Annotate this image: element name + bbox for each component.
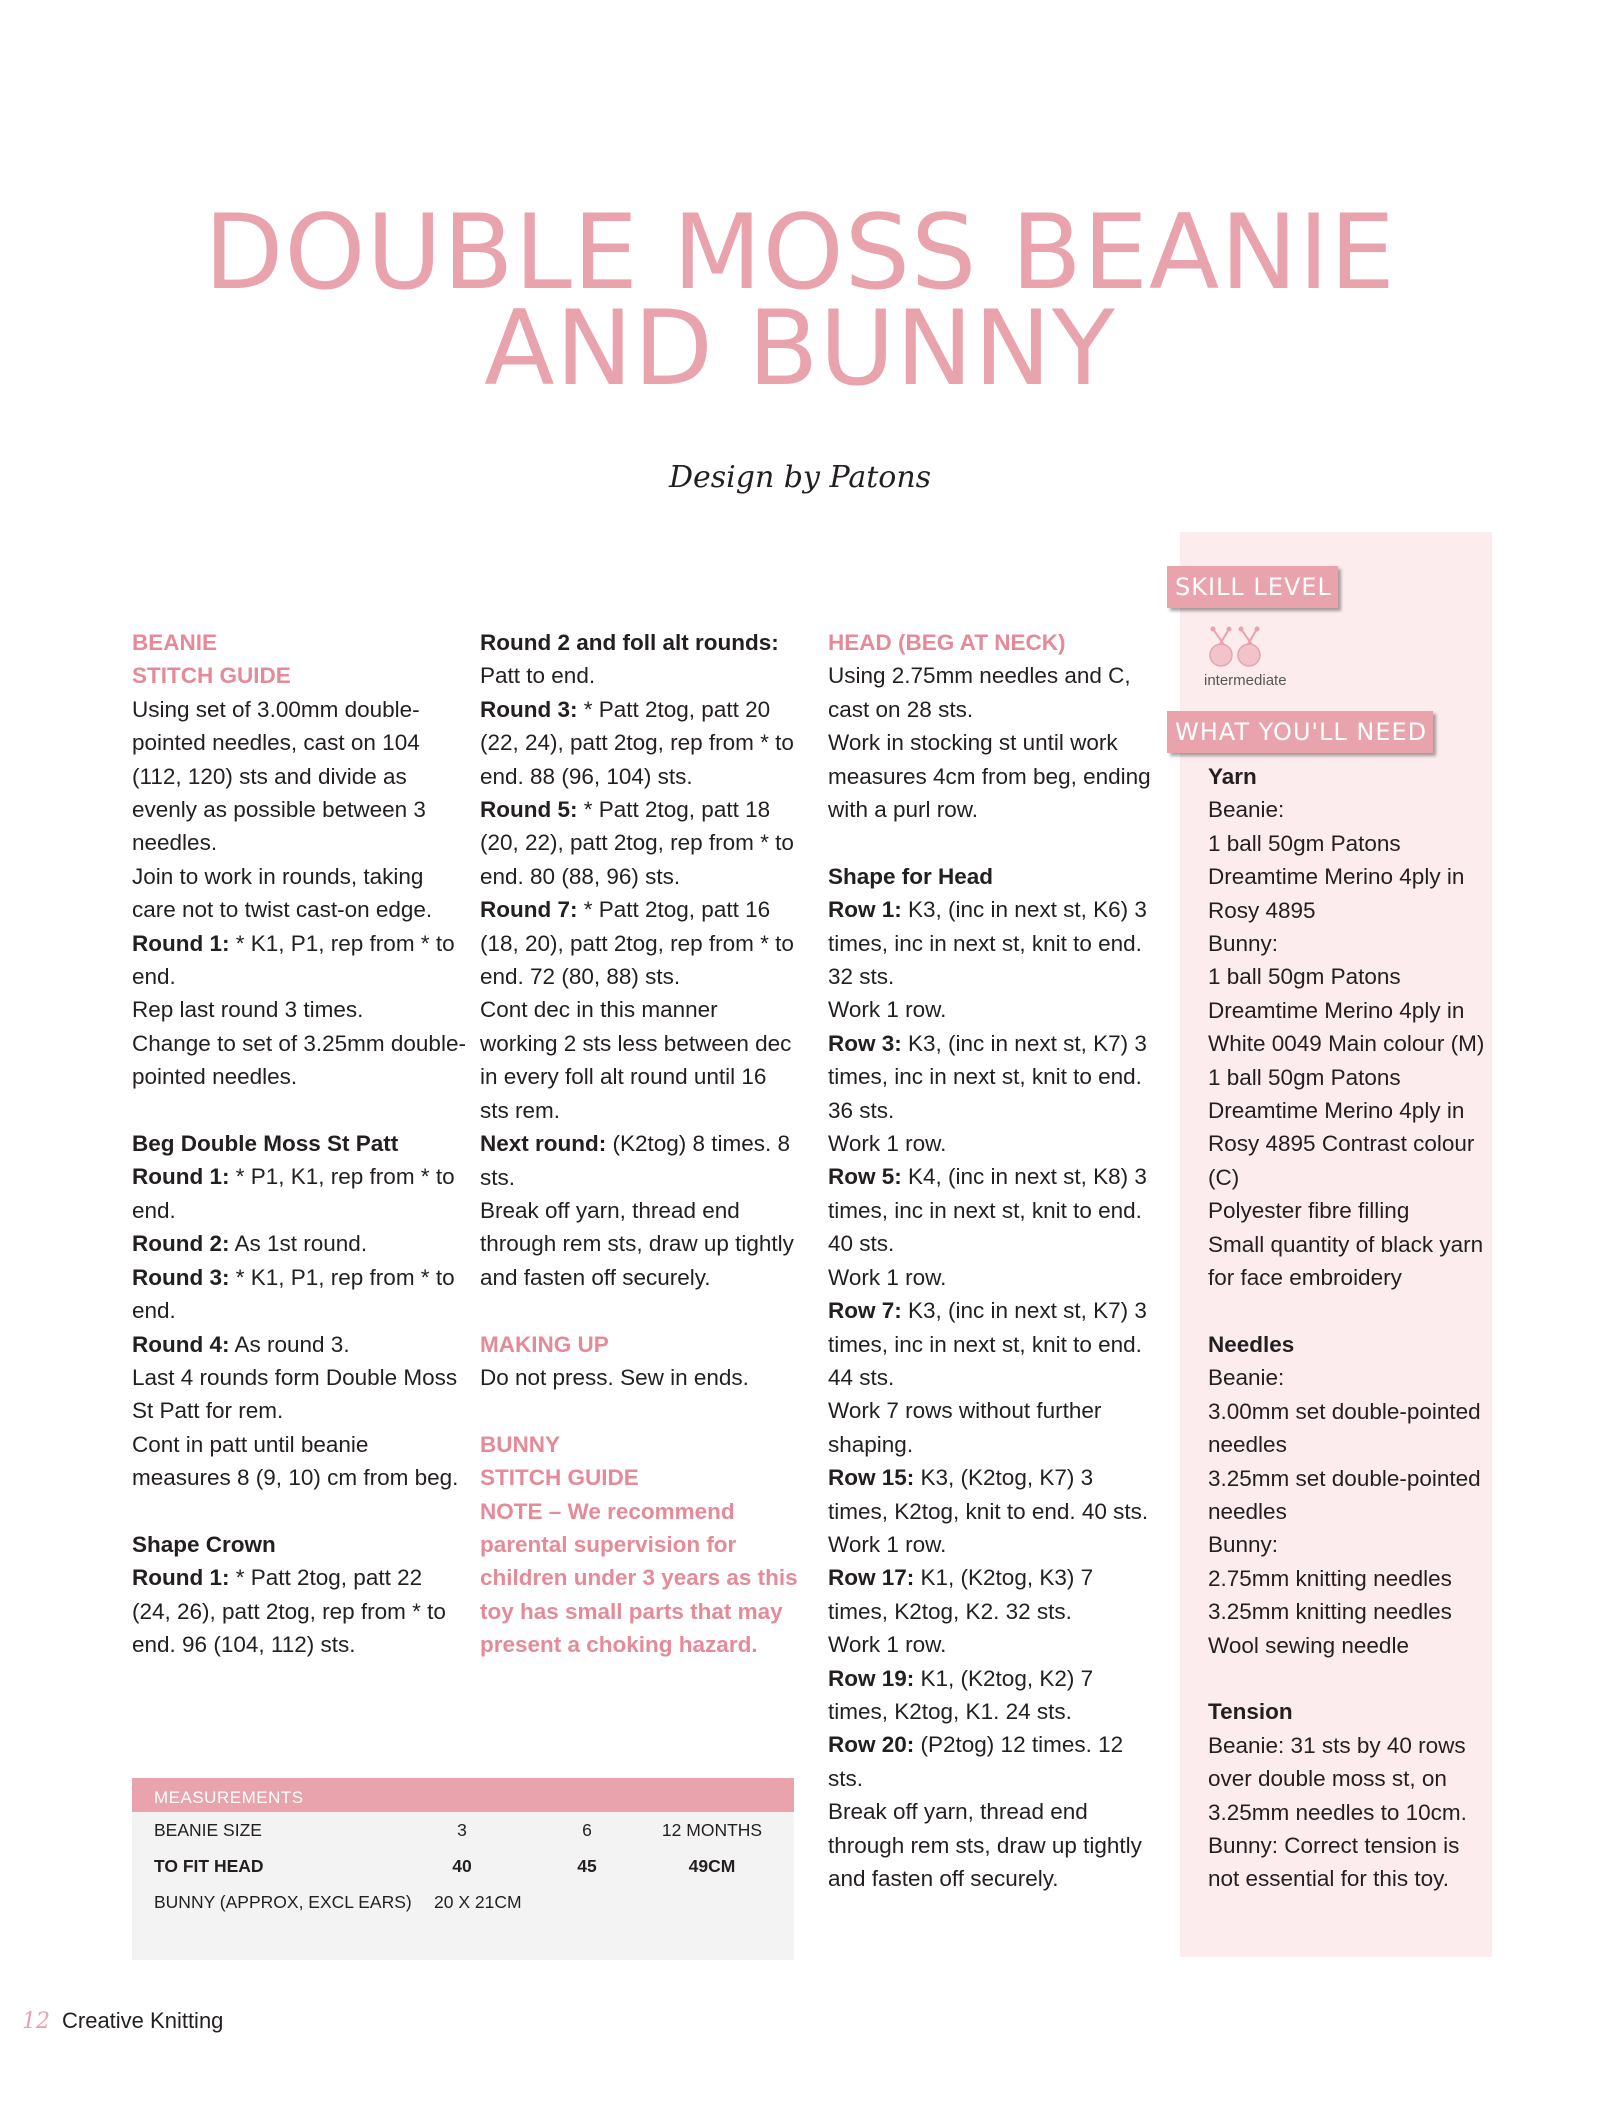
title-line-1: DOUBLE MOSS BEANIE — [204, 193, 1396, 313]
safety-note: NOTE – We recommend parental supervision for children under 3 years as this toy has small parts that may present a choking hazard. — [480, 1498, 798, 1658]
instruction-label: Row 1: — [828, 897, 902, 923]
materials-item: Bunny: — [1208, 931, 1279, 957]
instruction-label: Round 7: — [480, 897, 578, 923]
materials-heading: Tension — [1208, 1699, 1293, 1725]
materials-item: Beanie: — [1208, 1365, 1285, 1391]
page-number: 12 — [22, 2009, 50, 2034]
instruction-text: * K1, P1, rep from * to end. — [132, 930, 455, 990]
materials-heading: Needles — [1208, 1331, 1295, 1357]
section-heading: BUNNY — [480, 1431, 561, 1457]
instruction-label: Row 3: — [828, 1030, 902, 1056]
section-heading: HEAD (BEG AT NECK) — [828, 630, 1066, 655]
paragraph: Work 1 row. — [828, 1531, 947, 1557]
materials-item: Bunny: Correct tension is not essential for this toy. — [1208, 1832, 1460, 1892]
paragraph: Change to set of 3.25mm double-pointed needles. — [132, 1030, 466, 1090]
paragraph: Work in stocking st until work measures 4cm from beg, ending with a purl row. — [828, 730, 1151, 823]
materials-item: Wool sewing needle — [1208, 1632, 1409, 1658]
paragraph: Join to work in rounds, taking care not to twist cast-on edge. — [132, 863, 433, 923]
table-row — [132, 1812, 794, 1848]
instruction — [828, 1160, 1158, 1260]
instruction — [480, 793, 800, 893]
instruction-text: K1, (K2tog, K2) 7 times, K2tog, K1. 24 sts. — [828, 1665, 1094, 1724]
instruction — [132, 1227, 467, 1260]
materials-item: Beanie: 31 sts by 40 rows over double moss st, on 3.25mm needles to 10cm. — [1208, 1732, 1467, 1825]
instruction-label: Round 2: — [132, 1231, 230, 1257]
materials-item: 1 ball 50gm Patons Dreamtime Merino 4ply in White 0049 Main colour (M) — [1208, 964, 1485, 1057]
table-cell: 6 — [582, 1820, 592, 1840]
measurements-header: MEASUREMENTS — [132, 1778, 794, 1812]
materials-item: Bunny: — [1208, 1532, 1279, 1558]
paragraph: Using 2.75mm needles and C, cast on 28 sts. — [828, 663, 1131, 722]
materials-item: Small quantity of black yarn for face embroidery — [1208, 1231, 1484, 1291]
instruction — [132, 1561, 467, 1661]
paragraph: Cont dec in this manner working 2 sts less between dec in every foll alt round until 16 sts rem. — [480, 997, 792, 1123]
paragraph: Do not press. Sew in ends. — [480, 1364, 749, 1390]
what-you-need-tab: WHAT YOU'LL NEED — [1167, 711, 1433, 753]
instruction-label: Row 7: — [828, 1298, 902, 1324]
instruction-text: * Patt 2tog, patt 16 (18, 20), patt 2tog, rep from * to end. 72 (80, 88) sts. — [480, 897, 794, 990]
instruction-label: Round 1: — [132, 1565, 230, 1591]
instruction-label: Round 2 and foll alt rounds: — [480, 630, 779, 655]
instruction-text: As 1st round. — [229, 1231, 368, 1257]
table-cell: BEANIE SIZE — [154, 1820, 262, 1840]
title-line-2: AND BUNNY — [484, 289, 1116, 409]
instruction-label: Round 3: — [132, 1264, 230, 1290]
paragraph: Work 1 row. — [828, 1131, 947, 1157]
table-cell: 20 X 21CM — [434, 1892, 522, 1912]
table-cell: TO FIT HEAD — [154, 1856, 264, 1876]
instruction-text: * P1, K1, rep from * to end. — [132, 1164, 455, 1223]
instruction — [828, 1662, 1158, 1729]
skill-level-label: intermediate — [1204, 672, 1287, 689]
table-cell: BUNNY (APPROX, EXCL EARS) — [154, 1892, 412, 1912]
paragraph: Rep last round 3 times. — [132, 997, 364, 1023]
instruction-text: K3, (inc in next st, K7) 3 times, inc in next st, knit to end. 44 sts. — [828, 1298, 1147, 1390]
materials-item: 2.75mm knitting needles — [1208, 1565, 1452, 1591]
instruction — [480, 626, 800, 693]
section-heading: BEANIE — [132, 630, 218, 655]
instruction-text: K3, (K2tog, K7) 3 times, K2tog, knit to end. 40 sts. — [828, 1465, 1149, 1524]
section-heading: STITCH GUIDE — [480, 1465, 639, 1491]
instruction-text: * Patt 2tog, patt 20 (22, 24), patt 2tog, rep from * to end. 88 (96, 104) sts. — [480, 696, 794, 789]
instruction — [132, 1160, 467, 1227]
byline: Design by Patons — [668, 460, 932, 495]
instruction — [828, 1461, 1158, 1528]
publication-name: Creative Knitting — [62, 2008, 224, 2033]
column-head — [828, 626, 1158, 1895]
section-heading: MAKING UP — [480, 1331, 609, 1357]
instruction-text: K3, (inc in next st, K7) 3 times, inc in next st, knit to end. 36 sts. — [828, 1030, 1147, 1123]
instruction-text: * K1, P1, rep from * to end. — [132, 1264, 455, 1324]
instruction-text: K3, (inc in next st, K6) 3 times, inc in next st, knit to end. 32 sts. — [828, 897, 1147, 990]
instruction-label: Round 1: — [132, 1164, 230, 1190]
materials-item: 3.25mm knitting needles — [1208, 1599, 1452, 1625]
paragraph: Work 1 row. — [828, 1632, 947, 1658]
paragraph: Last 4 rounds form Double Moss St Patt for rem. — [132, 1364, 458, 1424]
paragraph: Work 1 row. — [828, 1264, 947, 1290]
page-footer — [22, 2008, 223, 2034]
paragraph: Work 1 row. — [828, 997, 947, 1023]
instruction — [828, 1561, 1158, 1628]
instruction-label: Next round: — [480, 1131, 607, 1157]
instruction-text: As round 3. — [229, 1331, 350, 1357]
instruction-text: K1, (K2tog, K3) 7 times, K2tog, K2. 32 sts. — [828, 1565, 1094, 1624]
page-title — [0, 193, 1600, 409]
subheading: Shape Crown — [132, 1531, 276, 1557]
materials-item: 1 ball 50gm Patons Dreamtime Merino 4ply in Rosy 4895 — [1208, 830, 1465, 923]
measurements-table — [132, 1778, 794, 1960]
instruction-text: * Patt 2tog, patt 18 (20, 22), patt 2tog, rep from * to end. 80 (88, 96) sts. — [480, 797, 794, 889]
paragraph: Cont in patt until beanie measures 8 (9, 10) cm from beg. — [132, 1431, 459, 1491]
instruction-label: Row 20: — [828, 1732, 915, 1758]
table-cell: 12 MONTHS — [661, 1820, 763, 1840]
instruction-label: Round 1: — [132, 930, 230, 956]
materials-item: 3.25mm set double-pointed needles — [1208, 1465, 1481, 1524]
instruction-label: Row 5: — [828, 1164, 902, 1190]
instruction — [132, 927, 467, 994]
materials-item: Beanie: — [1208, 797, 1285, 823]
table-row — [132, 1884, 794, 1920]
table-row — [132, 1848, 794, 1884]
instruction — [828, 1294, 1158, 1394]
table-cell: 49CM — [688, 1856, 736, 1876]
instruction-text: Patt to end. — [480, 663, 596, 689]
subheading: Beg Double Moss St Patt — [132, 1131, 399, 1157]
instruction — [132, 1261, 467, 1328]
materials-item: 3.00mm set double-pointed needles — [1208, 1398, 1481, 1458]
instruction — [828, 893, 1158, 993]
table-cell: 45 — [577, 1856, 597, 1876]
instruction — [480, 693, 800, 793]
materials-list — [1208, 760, 1493, 1896]
instruction — [480, 893, 800, 993]
column-crown-bunny — [480, 626, 800, 1662]
yarn-ball-needles-icon — [1205, 625, 1267, 669]
instruction-text: (K2tog) 8 times. 8 sts. — [480, 1131, 791, 1190]
materials-item: Polyester fibre filling — [1208, 1198, 1410, 1224]
paragraph: Using set of 3.00mm double-pointed needles, cast on 104 (112, 120) sts and divide as evenly as possible between 3 needles. — [132, 696, 426, 856]
subheading: Shape for Head — [828, 863, 994, 889]
paragraph: Work 7 rows without further shaping. — [828, 1398, 1102, 1457]
instruction-label: Row 15: — [828, 1465, 915, 1491]
instruction — [828, 1027, 1158, 1127]
table-cell: 3 — [457, 1820, 467, 1840]
skill-level-tab: SKILL LEVEL — [1167, 566, 1338, 608]
instruction-text: K4, (inc in next st, K8) 3 times, inc in next st, knit to end. 40 sts. — [828, 1164, 1147, 1257]
instruction — [132, 1328, 467, 1361]
materials-heading: Yarn — [1208, 764, 1257, 789]
table-cell: 40 — [452, 1856, 472, 1876]
instruction-text: * Patt 2tog, patt 22 (24, 26), patt 2tog, rep from * to end. 96 (104, 112) sts. — [132, 1565, 446, 1658]
instruction-label: Row 17: — [828, 1565, 915, 1591]
instruction-label: Round 4: — [132, 1331, 230, 1357]
instruction — [480, 1127, 800, 1194]
paragraph: Break off yarn, thread end through rem sts, draw up tightly and fasten off securely. — [828, 1799, 1142, 1892]
instruction-label: Round 5: — [480, 797, 578, 823]
section-heading: STITCH GUIDE — [132, 663, 291, 689]
instruction — [828, 1728, 1158, 1795]
instruction-text: (P2tog) 12 times. 12 sts. — [828, 1732, 1124, 1791]
instruction-label: Row 19: — [828, 1665, 915, 1691]
column-beanie — [132, 626, 467, 1662]
materials-item: 1 ball 50gm Patons Dreamtime Merino 4ply in Rosy 4895 Contrast colour (C) — [1208, 1064, 1475, 1190]
paragraph: Break off yarn, thread end through rem sts, draw up tightly and fasten off securely. — [480, 1197, 794, 1290]
instruction-label: Round 3: — [480, 696, 578, 722]
